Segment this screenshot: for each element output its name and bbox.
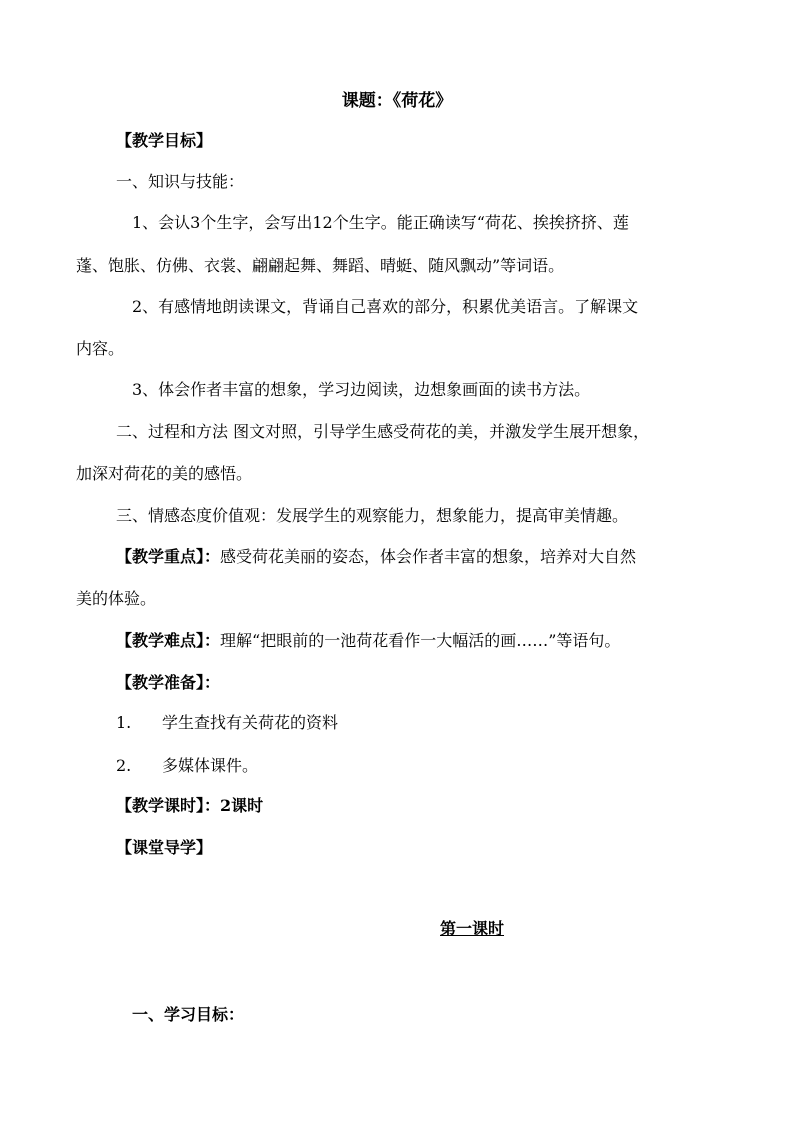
section-process-line2: 加深对荷花的美的感悟。 (76, 464, 253, 483)
item1-line1: 1、会认3个生字，会写出12个生字。能正确读写“荷花、挨挨挤挤、莲 (132, 213, 629, 232)
lesson-heading: 第一课时 (440, 919, 505, 938)
prep-item-number: 1. (116, 713, 132, 732)
difficulty-text: 理解“把眼前的一池荷花看作一大幅活的画……”等语句。 (220, 631, 621, 650)
difficulty-label: 【教学难点】： (116, 631, 221, 650)
class-hours: 【教学课时】：2课时 (116, 796, 264, 815)
focus-text: 感受荷花美丽的姿态，体会作者丰富的想象，培养对大自然 (220, 547, 637, 566)
section-knowledge-heading: 一、知识与技能： (116, 172, 245, 191)
prep-item-text: 学生查找有关荷花的资料 (162, 713, 339, 732)
item3: 3、体会作者丰富的想象，学习边阅读，边想象画面的读书方法。 (132, 380, 591, 399)
objectives-heading: 一、学习目标： (132, 1005, 245, 1024)
prep-heading: 【教学准备】： (116, 673, 221, 692)
prep-item-number: 2. (116, 756, 132, 775)
focus-label: 【教学重点】： (116, 547, 221, 566)
item2-line1: 2、有感情地朗读课文，背诵自己喜欢的部分，积累优美语言。了解课文 (132, 297, 639, 316)
page-title: 课题：《荷花》 (341, 91, 453, 111)
item2-line2: 内容。 (76, 339, 125, 358)
difficulty-line (116, 630, 620, 652)
focus-line2: 美的体验。 (76, 589, 157, 608)
item1-line2: 蓬、饱胀、仿佛、衣裳、翩翩起舞、舞蹈、晴蜓、随风飘动”等词语。 (76, 256, 565, 275)
guide-heading: 【课堂导学】 (116, 838, 213, 857)
goals-heading: 【教学目标】 (116, 131, 213, 150)
section-process-line1: 二、过程和方法 图文对照，引导学生感受荷花的美，并激发学生展开想象， (116, 422, 650, 441)
prep-item-text: 多媒体课件。 (162, 756, 259, 775)
section-attitude: 三、情感态度价值观：发展学生的观察能力，想象能力，提高审美情趣。 (116, 506, 629, 525)
focus-line1 (116, 546, 636, 568)
